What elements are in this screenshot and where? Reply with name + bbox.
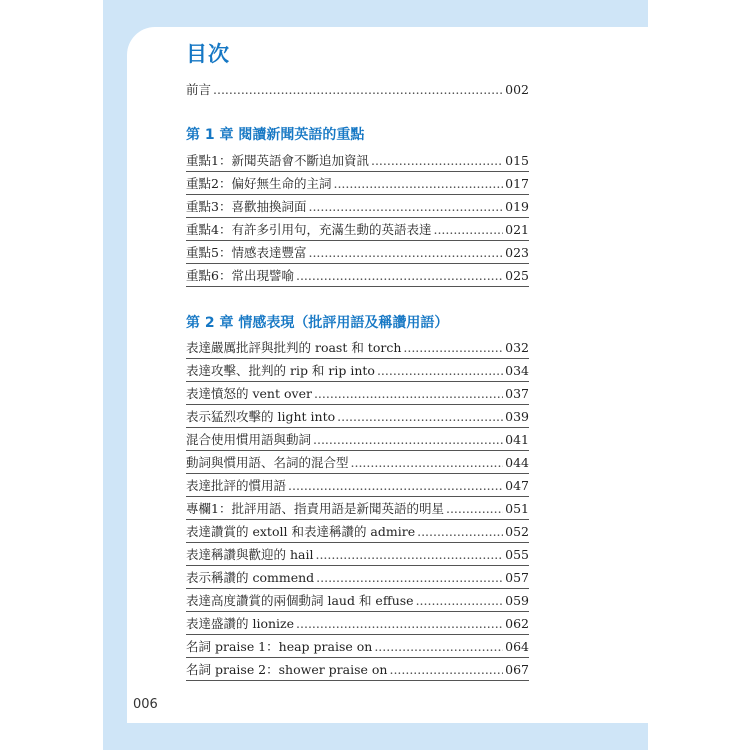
toc-entry-label: 重點4：有許多引用句，充滿生動的英語表達 — [186, 222, 432, 237]
toc-entry — [186, 264, 529, 287]
leader-dots — [315, 547, 503, 565]
leader-dots — [337, 409, 503, 427]
toc-entry-label: 動詞與慣用語、名詞的混合型 — [186, 455, 349, 470]
toc-entry — [186, 382, 529, 405]
toc-entry — [186, 405, 529, 428]
toc-entry-label: 表示稱讚的 commend — [186, 570, 315, 585]
leader-dots — [351, 455, 504, 473]
toc-entry — [186, 566, 529, 589]
toc-entry-label: 表達盛讚的 lionize — [186, 616, 295, 631]
toc-entry-label: 重點1：新聞英語會不斷追加資訊 — [186, 153, 369, 168]
toc-entry — [186, 149, 529, 172]
leader-dots — [371, 153, 503, 171]
toc-entry — [186, 218, 529, 241]
leader-dots — [333, 176, 503, 194]
toc-entry — [186, 543, 529, 566]
toc-entry — [186, 172, 529, 195]
chapter-1-heading: 第 1 章 閱讀新聞英語的重點 — [186, 127, 365, 143]
toc-entry-label: 表達高度讚賞的兩個動詞 laud 和 effuse — [186, 593, 414, 608]
leader-dots — [377, 363, 503, 381]
leader-dots — [446, 501, 503, 519]
toc-entry-label: 表示猛烈攻擊的 light into — [186, 409, 336, 424]
toc-entry — [186, 451, 529, 474]
toc-entry-page: 067 — [505, 662, 529, 677]
toc-entry-label: 表達稱讚與歡迎的 hail — [186, 547, 314, 562]
toc-entry-page: 041 — [505, 432, 529, 447]
toc-entry-page: 052 — [505, 524, 529, 539]
toc-entry-label: 表達批評的慣用語 — [186, 478, 287, 493]
toc-entry — [186, 589, 529, 612]
leader-dots — [288, 478, 503, 496]
toc-entry-page: 062 — [505, 616, 529, 631]
toc-entry-page: 032 — [505, 340, 529, 355]
toc-entry-page: 044 — [505, 455, 529, 470]
toc-entry-label: 名詞 praise 1：heap praise on — [186, 639, 373, 654]
toc-entry-page: 039 — [505, 409, 529, 424]
toc-entry — [186, 336, 529, 359]
toc-entry — [186, 241, 529, 264]
toc-entry-page: 025 — [505, 268, 529, 283]
toc-entry-page: 064 — [505, 639, 529, 654]
page-number: 006 — [133, 697, 158, 712]
toc-entry-page: 021 — [505, 222, 529, 237]
toc-entry-label: 混合使用慣用語與動詞 — [186, 432, 312, 447]
toc-entry-page: 017 — [505, 176, 529, 191]
toc-entry-page: 051 — [505, 501, 529, 516]
toc-entry-label: 重點6：常出現譬喻 — [186, 268, 294, 283]
toc-entry — [186, 635, 529, 658]
toc-entry-page: 023 — [505, 245, 529, 260]
toc-entry-label: 重點2：偏好無生命的主詞 — [186, 176, 332, 191]
leader-dots — [403, 340, 503, 358]
leader-dots — [296, 616, 503, 634]
leader-dots — [296, 268, 503, 286]
leader-dots — [316, 570, 503, 588]
toc-entry-label: 重點3：喜歡抽換詞面 — [186, 199, 307, 214]
toc-entry — [186, 612, 529, 635]
leader-dots — [433, 222, 503, 240]
toc-entry-label: 專欄1：批評用語、指責用語是新聞英語的明星 — [186, 501, 444, 516]
toc-entry — [186, 497, 529, 520]
toc-entry-label: 表達讚賞的 extoll 和表達稱讚的 admire — [186, 524, 416, 539]
toc-entry — [186, 474, 529, 497]
toc-entry-preface — [186, 78, 529, 100]
toc-entry-label: 名詞 praise 2：shower praise on — [186, 662, 388, 677]
leader-dots — [314, 386, 503, 404]
toc-title: 目次 — [186, 42, 230, 66]
leader-dots — [308, 245, 503, 263]
toc-entry-label: 表達攻擊、批判的 rip 和 rip into — [186, 363, 375, 378]
toc-entry-page: 015 — [505, 153, 529, 168]
leader-dots — [213, 82, 503, 100]
toc-entry-page: 059 — [505, 593, 529, 608]
toc-entry-page: 055 — [505, 547, 529, 562]
toc-entry — [186, 359, 529, 382]
toc-entry — [186, 658, 529, 681]
toc-entry-label: 表達嚴厲批評與批判的 roast 和 torch — [186, 340, 402, 355]
toc-entry-label: 重點5：情感表達豐富 — [186, 245, 307, 260]
toc-entry-page: 057 — [505, 570, 529, 585]
leader-dots — [374, 639, 503, 657]
toc-entry-label: 表達憤怒的 vent over — [186, 386, 312, 401]
toc-entry-page: 037 — [505, 386, 529, 401]
leader-dots — [417, 524, 503, 542]
toc-entry-page: 047 — [505, 478, 529, 493]
chapter-2-heading: 第 2 章 情感表現（批評用語及稱讚用語） — [186, 315, 449, 331]
toc-entry-page: 034 — [505, 363, 529, 378]
toc-entry-page: 002 — [505, 82, 529, 97]
toc-entry — [186, 428, 529, 451]
leader-dots — [308, 199, 503, 217]
leader-dots — [313, 432, 503, 450]
leader-dots — [389, 662, 503, 680]
toc-entry — [186, 195, 529, 218]
toc-entry — [186, 520, 529, 543]
toc-entry-page: 019 — [505, 199, 529, 214]
leader-dots — [416, 593, 504, 611]
toc-entry-label: 前言 — [186, 82, 212, 97]
